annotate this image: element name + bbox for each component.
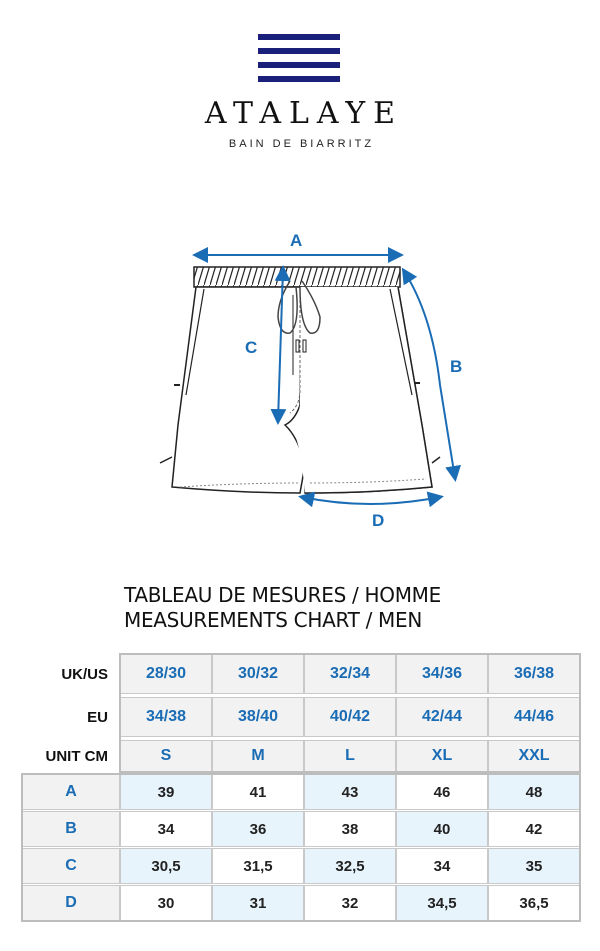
- measurement-value-cell: 35: [488, 848, 580, 884]
- shorts-illustration: [150, 225, 470, 540]
- measurement-value-cell: 46: [396, 774, 488, 810]
- brand-tagline: BAIN DE BIARRITZ: [228, 138, 375, 150]
- ukus-size-cell: 28/30: [120, 654, 212, 694]
- size-letter-cell: XL: [396, 740, 488, 772]
- header-border: [119, 653, 581, 773]
- measurement-value-cell: 40: [396, 811, 488, 847]
- measurement-label-d: D: [22, 885, 120, 921]
- measurement-value-cell: 41: [212, 774, 304, 810]
- eu-size-cell: 42/44: [396, 697, 488, 737]
- shorts-diagram: [150, 225, 470, 540]
- measurement-value-cell: 34,5: [396, 885, 488, 921]
- measurement-label-b: B: [22, 811, 120, 847]
- measurement-value-cell: 31,5: [212, 848, 304, 884]
- measurement-value-cell: 36: [212, 811, 304, 847]
- logo-stripe: [258, 62, 340, 68]
- row-label-ukus: UK/US: [61, 665, 108, 683]
- size-letter-cell: S: [120, 740, 212, 772]
- row-label-unit: UNIT CM: [45, 747, 108, 765]
- eu-size-cell: 38/40: [212, 697, 304, 737]
- measurement-value-cell: 34: [120, 811, 212, 847]
- chart-title-en: MEASUREMENTS CHART / MEN: [124, 608, 423, 632]
- ukus-size-cell: 32/34: [304, 654, 396, 694]
- eu-size-cell: 40/42: [304, 697, 396, 737]
- dimension-d-label: D: [372, 511, 385, 530]
- logo-stripe: [258, 34, 340, 40]
- measurement-value-cell: 43: [304, 774, 396, 810]
- measurement-value-cell: 30: [120, 885, 212, 921]
- measurement-value-cell: 32: [304, 885, 396, 921]
- measurement-value-cell: 34: [396, 848, 488, 884]
- dimension-d-arrow: [302, 497, 440, 504]
- size-letter-cell: M: [212, 740, 304, 772]
- measurement-value-cell: 32,5: [304, 848, 396, 884]
- logo-stripe: [258, 48, 340, 54]
- eu-size-cell: 34/38: [120, 697, 212, 737]
- dimension-b-label: B: [450, 357, 463, 376]
- brand-name: ATALAYE: [204, 96, 404, 131]
- row-label-eu: EU: [87, 708, 108, 726]
- dimension-a-label: A: [290, 231, 303, 250]
- ukus-size-cell: 30/32: [212, 654, 304, 694]
- ukus-size-cell: 34/36: [396, 654, 488, 694]
- logo-stripe: [258, 76, 340, 82]
- ukus-size-cell: 36/38: [488, 654, 580, 694]
- size-letter-cell: XXL: [488, 740, 580, 772]
- measurement-value-cell: 42: [488, 811, 580, 847]
- measurement-label-a: A: [22, 774, 120, 810]
- size-letter-cell: L: [304, 740, 396, 772]
- dimension-c-label: C: [245, 338, 258, 357]
- logo-stripes: [258, 34, 340, 82]
- eu-size-cell: 44/46: [488, 697, 580, 737]
- measurement-value-cell: 48: [488, 774, 580, 810]
- waistband: [194, 267, 400, 287]
- measurement-value-cell: 30,5: [120, 848, 212, 884]
- measurement-label-c: C: [22, 848, 120, 884]
- measurement-value-cell: 36,5: [488, 885, 580, 921]
- measurement-value-cell: 38: [304, 811, 396, 847]
- table-border: [21, 773, 581, 922]
- measurement-value-cell: 39: [120, 774, 212, 810]
- measurement-value-cell: 31: [212, 885, 304, 921]
- chart-title-fr: TABLEAU DE MESURES / HOMME: [124, 583, 441, 607]
